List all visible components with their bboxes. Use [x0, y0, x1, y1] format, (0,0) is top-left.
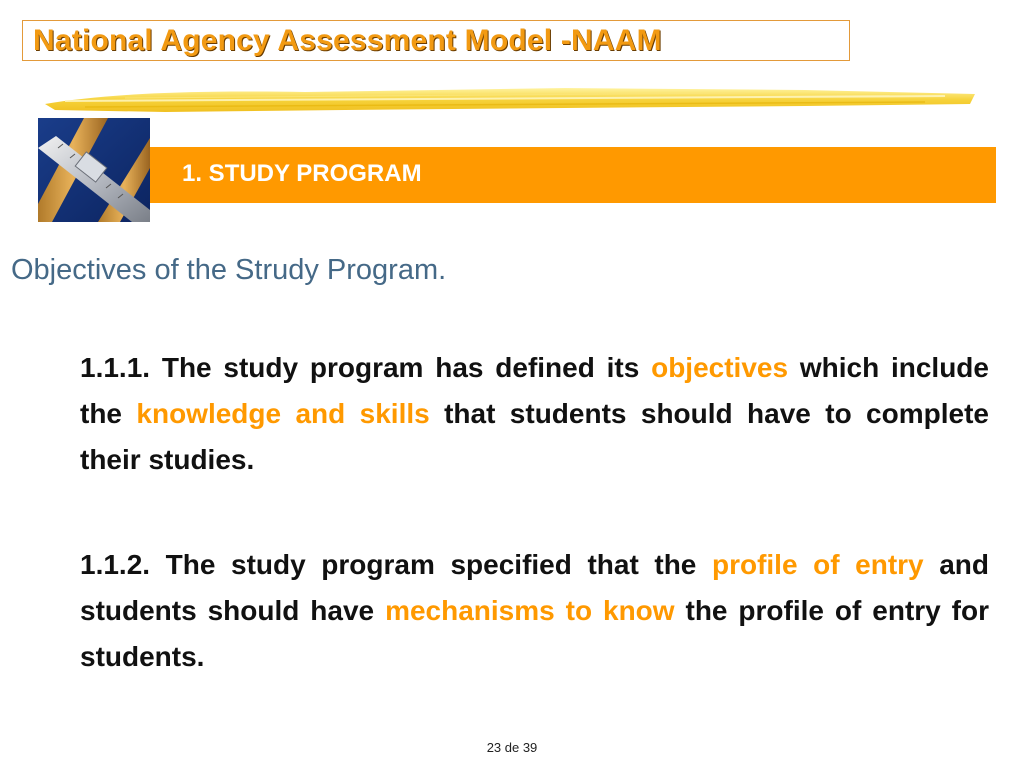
objective-paragraph-2: [80, 542, 989, 680]
section-title: 1. STUDY PROGRAM: [182, 160, 422, 187]
slide-subtitle: Objectives of the Strudy Program.: [11, 254, 447, 286]
ruler-and-calipers-photo-icon: [38, 118, 150, 222]
highlight-text: mechanisms to know: [385, 595, 675, 626]
paragraph-text: the profile of entry for students.: [80, 595, 989, 672]
title-box: [22, 20, 850, 61]
slide-title: National Agency Assessment Model -NAAM: [33, 24, 662, 57]
page-number: 23 de 39: [486, 740, 538, 755]
paragraph-text: that students should have to complete their studies.: [80, 398, 989, 475]
paragraph-text: which include the: [80, 352, 989, 429]
highlight-text: profile of entry: [711, 549, 924, 580]
objective-paragraph-1: [80, 345, 989, 483]
paragraph-text: 1.1.2. The study program specified that the: [80, 549, 712, 580]
section-header-bar: [150, 147, 996, 203]
paragraph-text: 1.1.1. The study program has defined its: [80, 352, 652, 383]
highlight-text: objectives: [651, 352, 789, 383]
yellow-brush-stroke-icon: [45, 80, 975, 120]
highlight-text: knowledge and skills: [136, 398, 430, 429]
paragraph-text: and students should have: [80, 549, 990, 626]
